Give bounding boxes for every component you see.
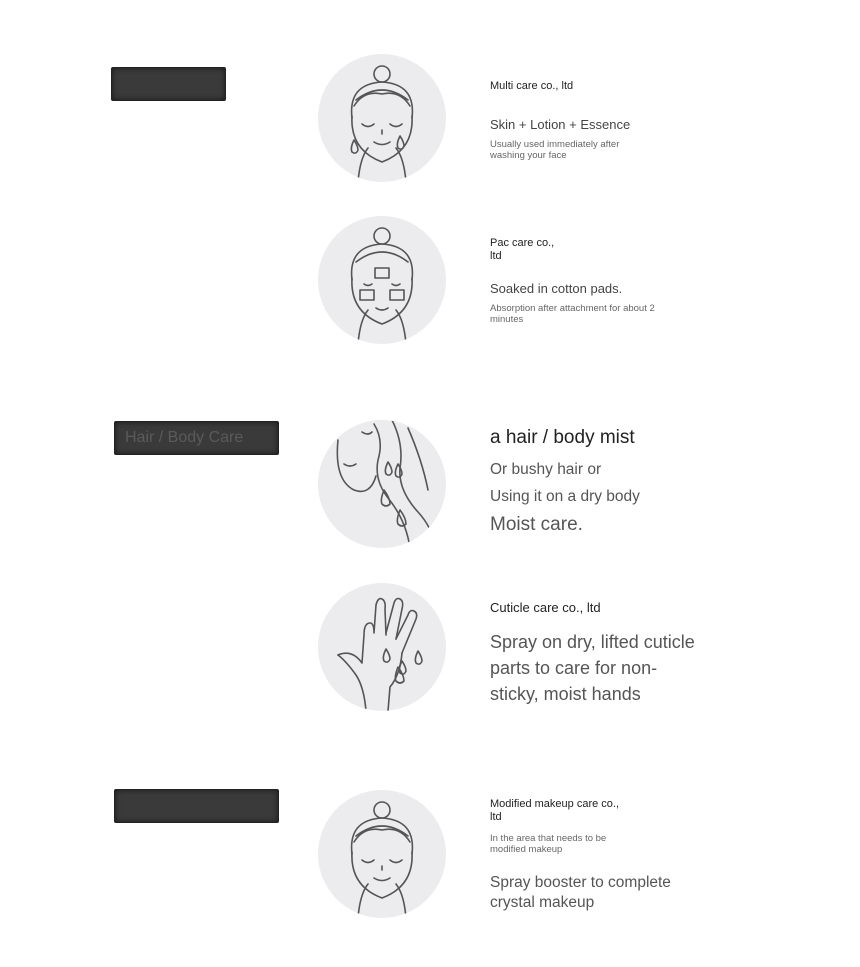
item-5-title-line1: Modified makeup care co., [490, 798, 620, 810]
face-with-pads-icon [318, 216, 446, 344]
item-2-title-line1: Pac care co., [490, 237, 555, 249]
item-2-desc: Absorption after attachment for about 2 minutes [490, 303, 655, 325]
item-4-title: Cuticle care co., ltd [490, 600, 601, 615]
item-4-desc: Spray on dry, lifted cuticle parts to care for non-sticky, moist hands [490, 632, 695, 704]
item-2-text [490, 237, 670, 325]
item-2-subtitle: Soaked in cotton pads. [490, 281, 623, 296]
item-3-line2: Using it on a dry body [490, 488, 640, 505]
hand-with-drops-icon [318, 583, 446, 711]
item-2-title-line2: ltd [490, 250, 502, 262]
item-3-title: a hair / body mist [490, 427, 635, 448]
item-5-title-line2: ltd [490, 811, 502, 823]
item-3-text [490, 427, 690, 536]
item-5-text [490, 798, 690, 913]
item-4-text [490, 600, 705, 707]
face-with-drops-icon [318, 54, 446, 182]
item-3-line3: Moist care. [490, 514, 583, 535]
item-5-subtitle: Spray booster to complete crystal makeup [490, 874, 671, 911]
item-1-subtitle: Skin + Lotion + Essence [490, 117, 631, 132]
item-1-text [490, 80, 670, 161]
item-1-title: Multi care co., ltd [490, 80, 574, 92]
face-icon [318, 790, 446, 918]
category-tag-hair-body [114, 421, 279, 455]
item-5-desc: In the area that needs to be modified makeup [490, 833, 607, 855]
category-tag-label: Hair / Body Care [125, 429, 244, 446]
hair-mist-icon [318, 420, 446, 548]
item-3-line1: Or bushy hair or [490, 461, 602, 478]
item-1-desc: Usually used immediately after washing your face [490, 139, 620, 161]
category-tag-skin [111, 67, 226, 101]
category-tag-makeup [114, 789, 279, 823]
